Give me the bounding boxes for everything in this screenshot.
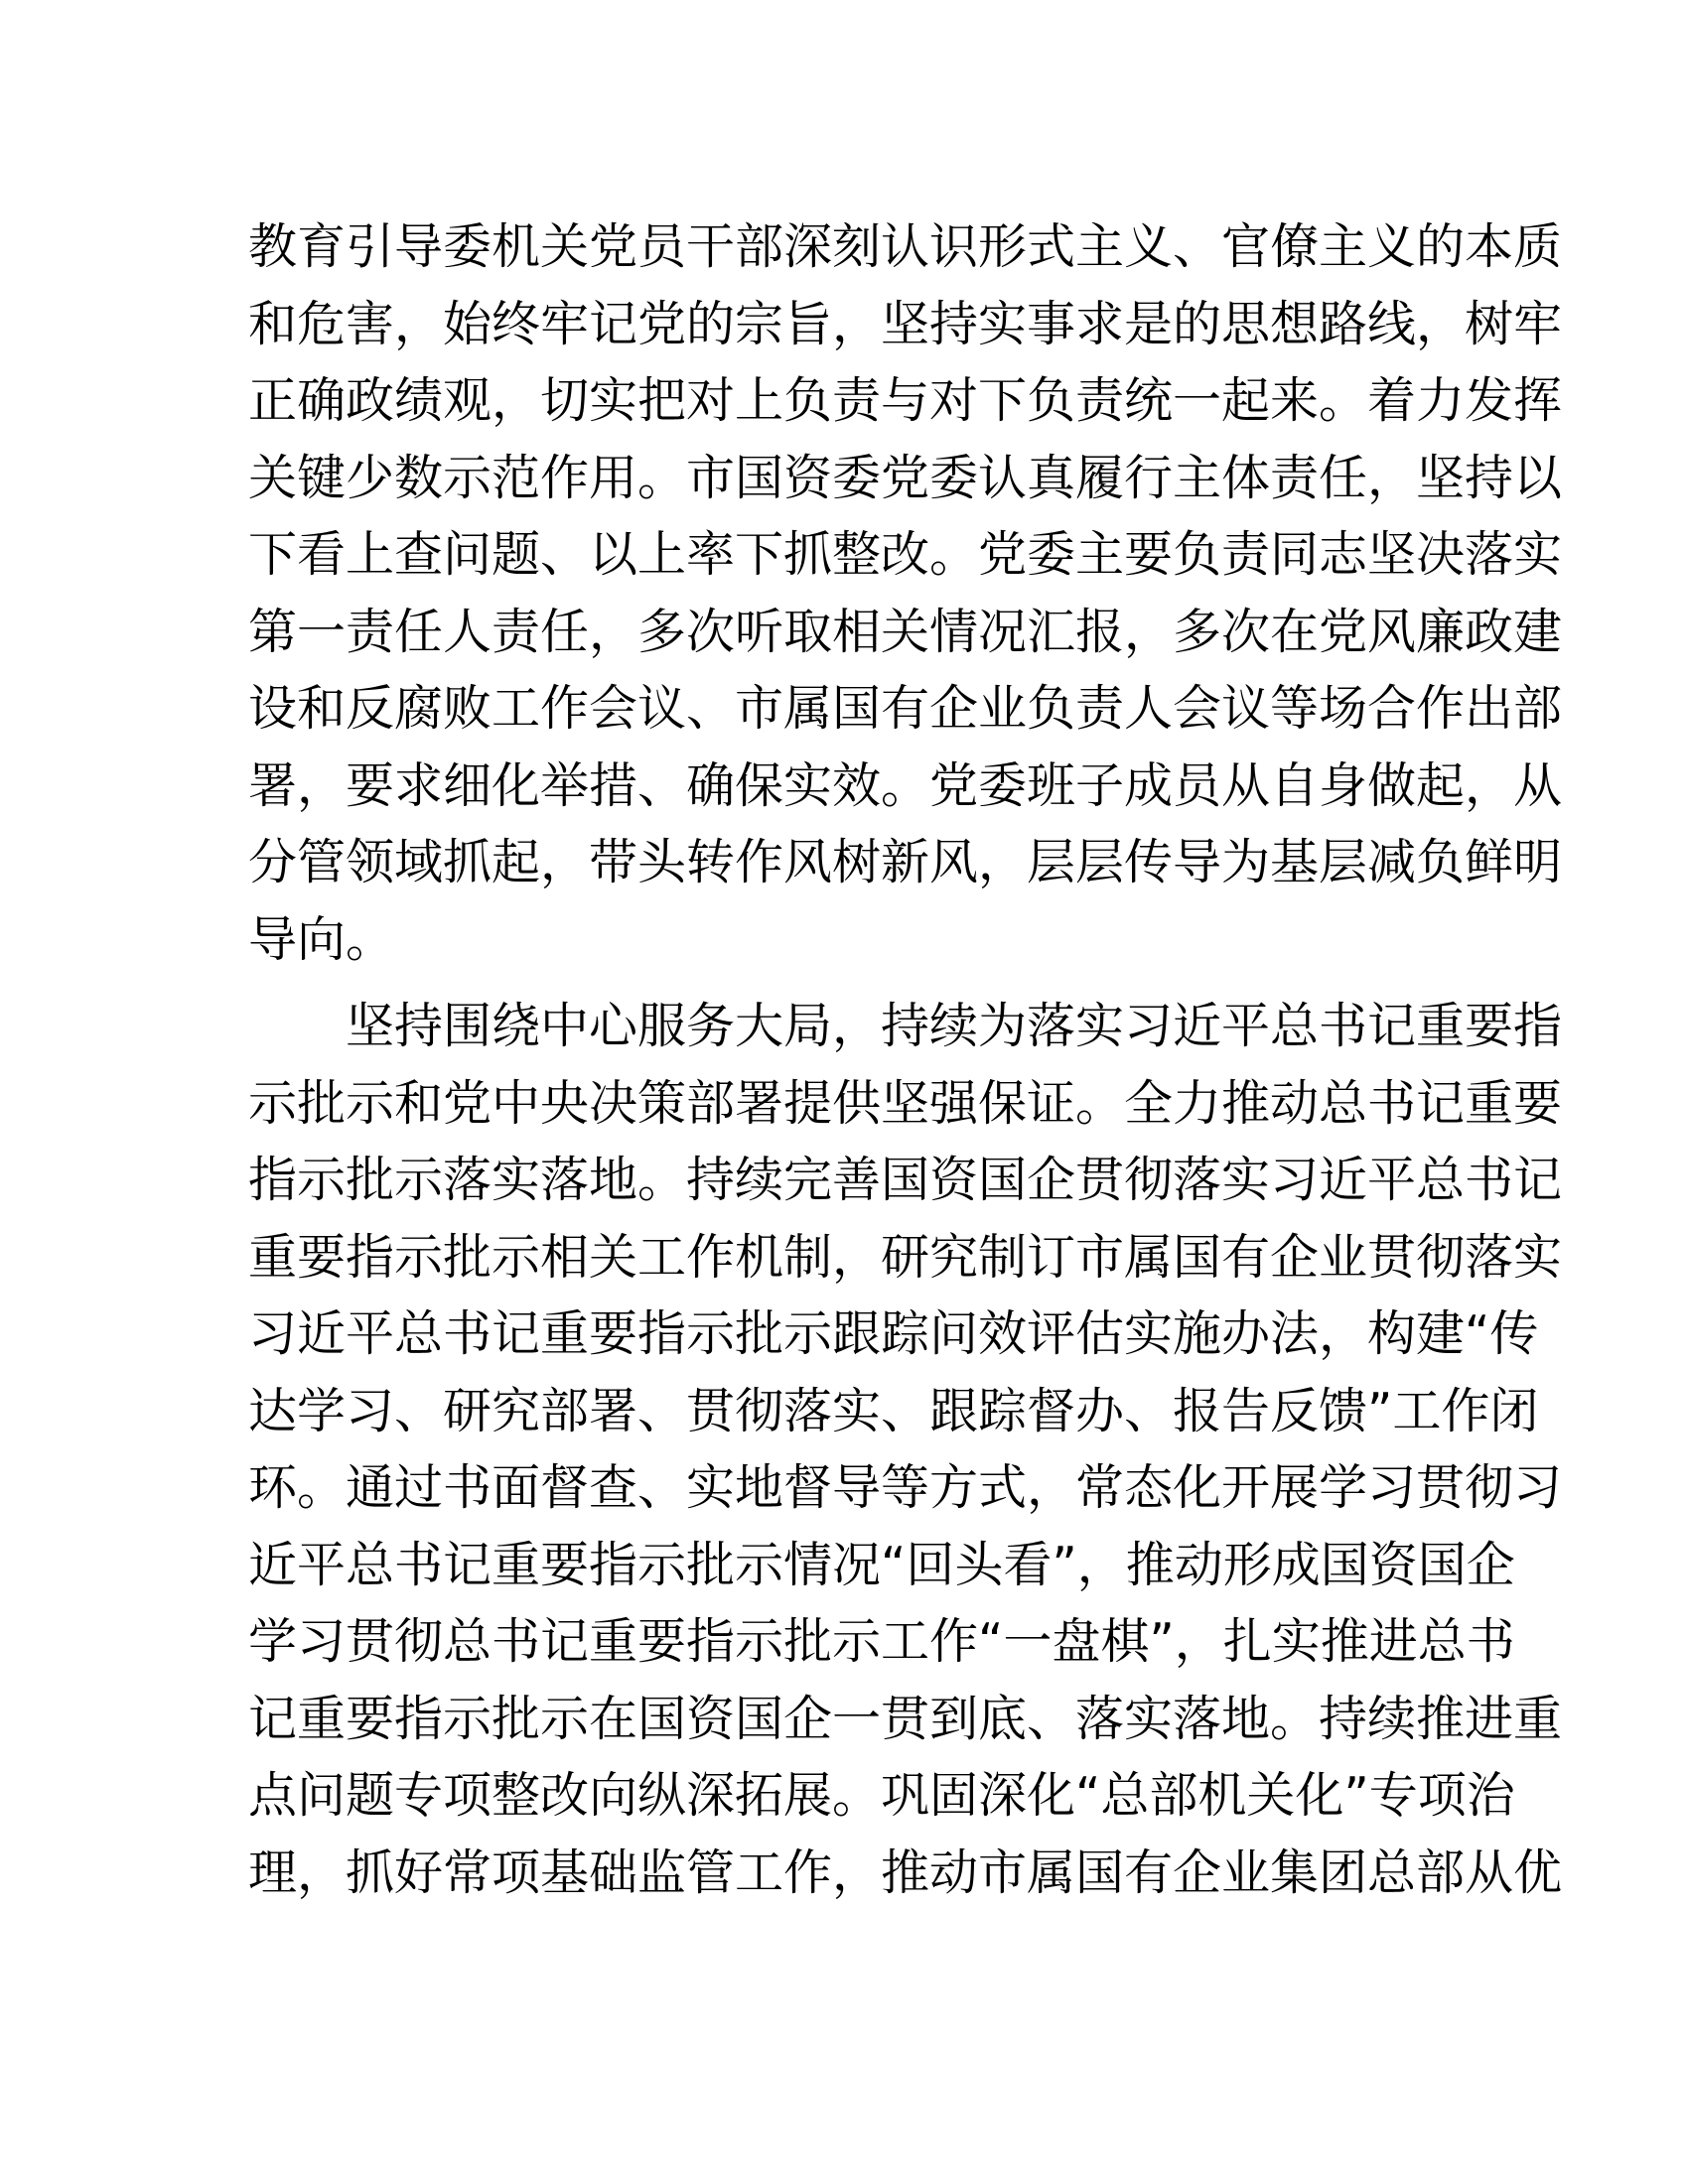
paragraph-line: 设和反腐败工作会议、市属国有企业负责人会议等场合作出部 [248, 680, 1563, 737]
paragraph-line: 坚持围绕中心服务大局，持续为落实习近平总书记重要指 [346, 998, 1563, 1054]
paragraph-spacer [248, 978, 1440, 988]
paragraph-line: 环。通过书面督查、实地督导等方式，常态化开展学习贯彻习 [248, 1459, 1563, 1516]
paragraph-line: 教育引导委机关党员干部深刻认识形式主义、官僚主义的本质 [248, 218, 1563, 275]
paragraph-line: 下看上查问题、以上率下抓整改。党委主要负责同志坚决落实 [248, 526, 1563, 583]
paragraph-line: 记重要指示批示在国资国企一贯到底、落实落地。持续推进重 [248, 1690, 1563, 1747]
paragraph-2 [248, 988, 1563, 1911]
paragraph-1 [248, 208, 1563, 978]
paragraph-line: 分管领域抓起，带头转作风树新风，层层传导为基层减负鲜明 [248, 834, 1563, 890]
paragraph-line: 指示批示落实落地。持续完善国资国企贯彻落实习近平总书记 [248, 1152, 1563, 1208]
paragraph-line: 署，要求细化举措、确保实效。党委班子成员从自身做起，从 [248, 756, 1563, 814]
paragraph-line: 和危害，始终牢记党的宗旨，坚持实事求是的思想路线，树牢 [248, 295, 1563, 352]
paragraph-line: 近平总书记重要指示批示情况“回头看”，推动形成国资国企 [248, 1536, 1515, 1593]
paragraph-line: 关键少数示范作用。市国资委党委认真履行主体责任，坚持以 [248, 449, 1563, 506]
paragraph-line: 正确政绩观，切实把对上负责与对下负责统一起来。着力发挥 [248, 372, 1563, 429]
paragraph-line: 示批示和党中央决策部署提供坚强保证。全力推动总书记重要 [248, 1074, 1563, 1132]
paragraph-line: 重要指示批示相关工作机制，研究制订市属国有企业贯彻落实 [248, 1228, 1563, 1286]
document-body [248, 208, 1563, 1911]
paragraph-line: 导向。 [248, 910, 395, 968]
paragraph-line: 第一责任人责任，多次听取相关情况汇报，多次在党风廉政建 [248, 603, 1563, 660]
paragraph-line: 达学习、研究部署、贯彻落实、跟踪督办、报告反馈”工作闭 [248, 1382, 1539, 1439]
paragraph-line: 理，抓好常项基础监管工作，推动市属国有企业集团总部从优 [248, 1843, 1563, 1901]
paragraph-line: 习近平总书记重要指示批示跟踪问效评估实施办法，构建“传 [248, 1305, 1539, 1362]
paragraph-line: 学习贯彻总书记重要指示批示工作“一盘棋”，扎实推进总书 [248, 1613, 1515, 1670]
paragraph-line: 点问题专项整改向纵深拓展。巩固深化“总部机关化”专项治 [248, 1767, 1515, 1824]
